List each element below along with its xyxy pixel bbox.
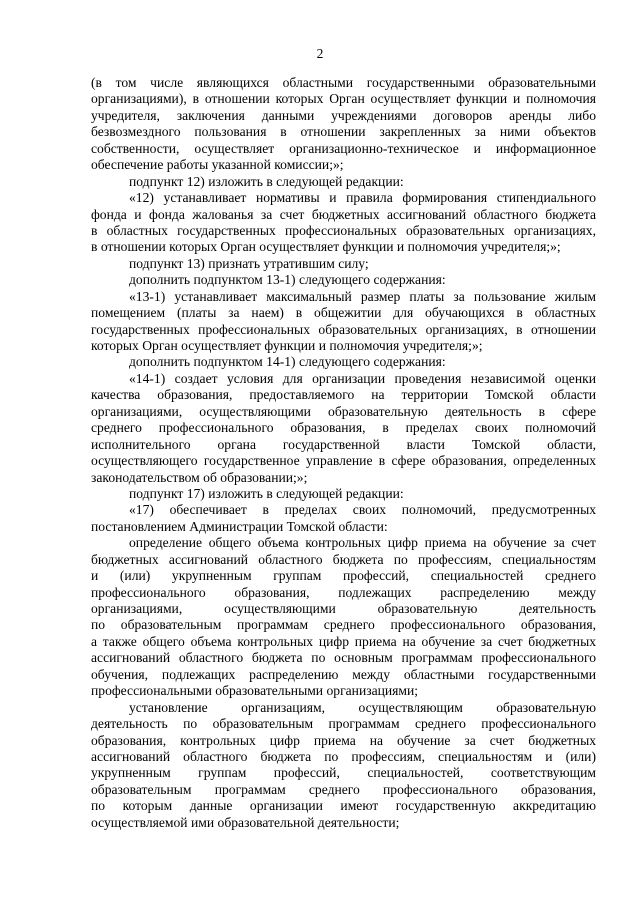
text-line: постановлением Администрации Томской области: <box>91 518 388 534</box>
text-line: образования, контрольных цифр приема на обучение за счет бюджетных <box>91 732 596 748</box>
text-line: «12) устанавливает нормативы и правила формирования стипендиального <box>129 190 596 206</box>
text-line: подпункт 13) признать утратившим силу; <box>129 255 369 271</box>
text-line: собственности, осуществляет организационно-техническое и информационное <box>91 140 596 156</box>
text-line: профессионального образования, подлежащих распределению между <box>91 584 596 600</box>
text-line: осуществляемой ими образовательной деятельности; <box>91 814 400 830</box>
text-line: (в том числе являющихся областными государственными образовательными <box>91 75 596 90</box>
text-line: «17) обеспечивает в пределах своих полномочий, предусмотренных <box>129 502 596 518</box>
text-line: деятельность по образовательным программам среднего профессионального <box>91 716 596 732</box>
text-line: обучения, подлежащих распределению между областными государственными <box>91 666 596 682</box>
text-line: законодательством об образовании;»; <box>91 469 308 485</box>
text-line: бюджетных ассигнований областного бюджета по профессиям, специальностям <box>91 551 596 567</box>
text-line: среднего профессионального образования, в пределах своих полномочий <box>91 420 596 436</box>
text-line: безвозмездного пользования в отношении закрепленных за ними объектов <box>91 124 596 140</box>
page-number: 2 <box>316 46 324 61</box>
text-line: и (или) укрупненным группам профессий, специальностей среднего <box>91 568 596 584</box>
text-line: организациями), в отношении которых Орган осуществляет функции и полномочия <box>91 91 596 107</box>
text-line: осуществляющего государственное управление в сфере образования, определенных <box>91 453 596 469</box>
text-line: укрупненным группам профессий, специальностей, соответствующим <box>91 765 596 781</box>
text-line: организациями, осуществляющими образовательную деятельность <box>91 601 596 616</box>
text-line: профессиональными образовательными организациями; <box>91 683 419 699</box>
text-line: дополнить подпунктом 13-1) следующего содержания: <box>129 272 446 288</box>
text-line: помещением (платы за наем) в общежитии для обучающихся в областных <box>91 305 596 321</box>
text-line: фонда и фонда жалованья за счет бюджетных ассигнований областного бюджета <box>91 206 596 222</box>
text-line: установление организациям, осуществляющим образовательную <box>129 699 596 715</box>
text-line: образовательным программам среднего профессионального образования, <box>91 781 596 797</box>
text-line: организациями, осуществляющими образовательную деятельность в сфере <box>91 403 596 419</box>
text-line: ассигнований областного бюджета по профессиям, специальностям и (или) <box>91 748 596 764</box>
text-line: ассигнований областного бюджета по основным программам профессионального <box>91 650 596 666</box>
text-line: в областных государственных профессиональных образовательных организациях, <box>91 222 596 238</box>
text-line: государственных профессиональных образовательных организациях, в отношении <box>91 321 596 337</box>
text-line: по которым данные организации имеют государственную аккредитацию <box>91 798 596 814</box>
text-line: учредителя, заключения данными учреждениями договоров аренды либо <box>91 107 596 123</box>
text-line: подпункт 12) изложить в следующей редакции: <box>129 173 404 189</box>
text-line: обеспечение работы указанной комиссии;»; <box>91 157 344 173</box>
text-line: качества образования, предоставляемого на территории Томской области <box>91 387 596 403</box>
text-line: «14-1) создает условия для организации проведения независимой оценки <box>129 370 596 386</box>
text-line: подпункт 17) изложить в следующей редакции: <box>129 485 404 501</box>
text-line: «13-1) устанавливает максимальный размер платы за пользование жилым <box>129 288 596 304</box>
text-line: а также общего объема контрольных цифр приема на обучение за счет бюджетных <box>91 633 596 649</box>
text-line: исполнительного органа государственной власти Томской области, <box>91 436 596 452</box>
text-line: дополнить подпунктом 14-1) следующего содержания: <box>129 354 446 370</box>
text-line: определение общего объема контрольных цифр приема на обучение за счет <box>129 535 596 551</box>
text-line: которых Орган осуществляет функции и полномочия учредителя;»; <box>91 338 483 353</box>
document-body <box>91 75 596 831</box>
text-line: по образовательным программам среднего профессионального образования, <box>91 617 596 633</box>
text-line: в отношении которых Орган осуществляет функции и полномочия учредителя;»; <box>91 239 561 255</box>
